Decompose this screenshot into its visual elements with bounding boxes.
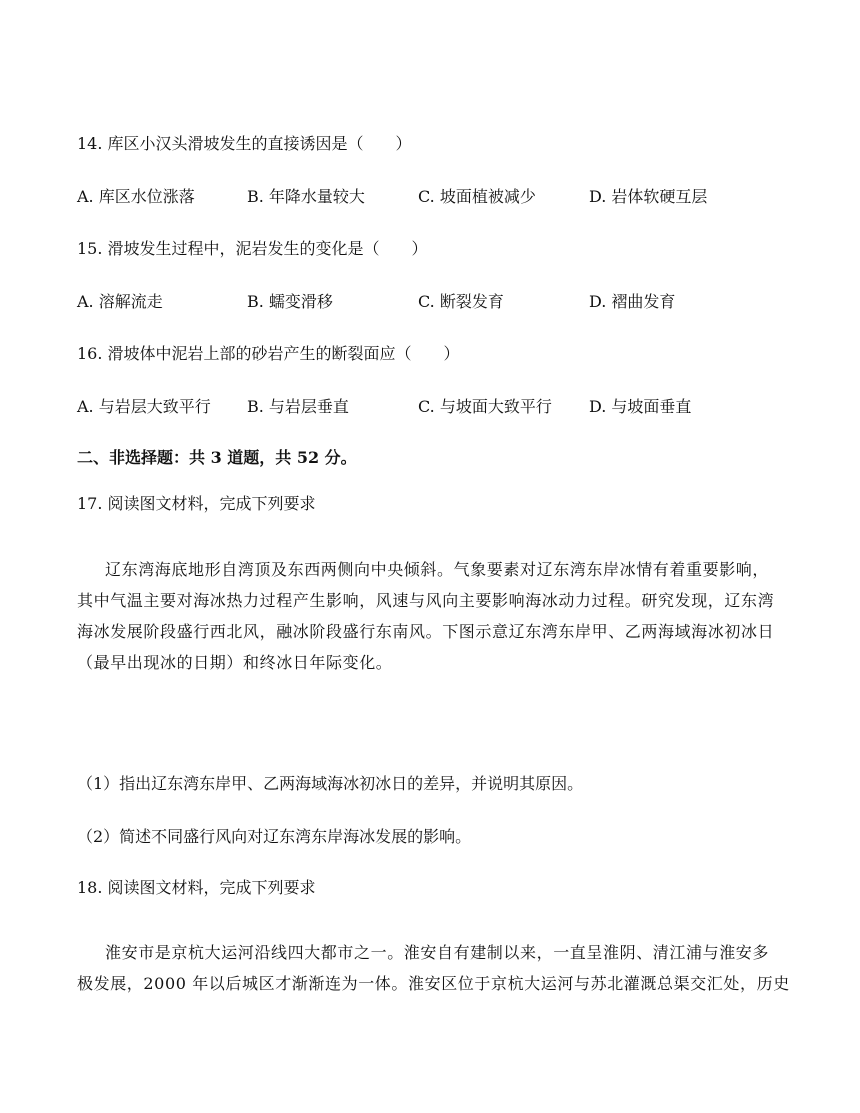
material-line: 极发展，2000 年以后城区才渐渐连为一体。淮安区位于京杭大运河与苏北灌溉总渠交汇处，历史 <box>77 974 790 993</box>
question-15-option-b: B. 蠕变滑移 <box>247 292 333 311</box>
question-15-option-c: C. 断裂发育 <box>418 292 504 311</box>
question-16-stem: 16. 滑坡体中泥岩上部的砂岩产生的断裂面应（ ） <box>77 344 460 363</box>
question-14-option-d: D. 岩体软硬互层 <box>589 187 708 206</box>
question-16-option-c: C. 与坡面大致平行 <box>418 397 552 416</box>
question-14-stem: 14. 库区小汉头滑坡发生的直接诱因是（ ） <box>77 134 412 153</box>
question-18-stem: 18. 阅读图文材料，完成下列要求 <box>77 878 316 897</box>
question-16-option-a: A. 与岩层大致平行 <box>77 397 211 416</box>
question-15-option-d: D. 褶曲发育 <box>589 292 676 311</box>
question-17-material <box>77 554 783 678</box>
question-16-option-b: B. 与岩层垂直 <box>247 397 349 416</box>
question-18-material <box>77 937 790 999</box>
question-17-stem: 17. 阅读图文材料，完成下列要求 <box>77 494 316 513</box>
material-line: 淮安市是京杭大运河沿线四大都市之一。淮安自有建制以来，一直呈淮阴、清江浦与淮安多 <box>105 943 770 962</box>
question-14-option-c: C. 坡面植被减少 <box>418 187 536 206</box>
question-16-option-d: D. 与坡面垂直 <box>589 397 692 416</box>
question-15-stem: 15. 滑坡发生过程中，泥岩发生的变化是（ ） <box>77 239 428 258</box>
question-15-option-a: A. 溶解流走 <box>77 292 163 311</box>
material-line: （最早出现冰的日期）和终冰日年际变化。 <box>77 653 393 672</box>
material-line: 海冰发展阶段盛行西北风，融冰阶段盛行东南风。下图示意辽东湾东岸甲、乙两海域海冰初冰日 <box>77 622 775 641</box>
material-line: 其中气温主要对海冰热力过程产生影响，风速与风向主要影响海冰动力过程。研究发现，辽东湾 <box>77 591 775 610</box>
section-heading: 二、非选择题：共 3 道题，共 52 分。 <box>77 448 357 467</box>
question-17-sub-2: （2）简述不同盛行风向对辽东湾东岸海冰发展的影响。 <box>77 827 472 846</box>
question-14-option-a: A. 库区水位涨落 <box>77 187 195 206</box>
question-14-option-b: B. 年降水量较大 <box>247 187 365 206</box>
material-line: 辽东湾海底地形自湾顶及东西两侧向中央倾斜。气象要素对辽东湾东岸冰情有着重要影响， <box>105 560 770 579</box>
question-17-sub-1: （1）指出辽东湾东岸甲、乙两海域海冰初冰日的差异，并说明其原因。 <box>77 774 584 793</box>
